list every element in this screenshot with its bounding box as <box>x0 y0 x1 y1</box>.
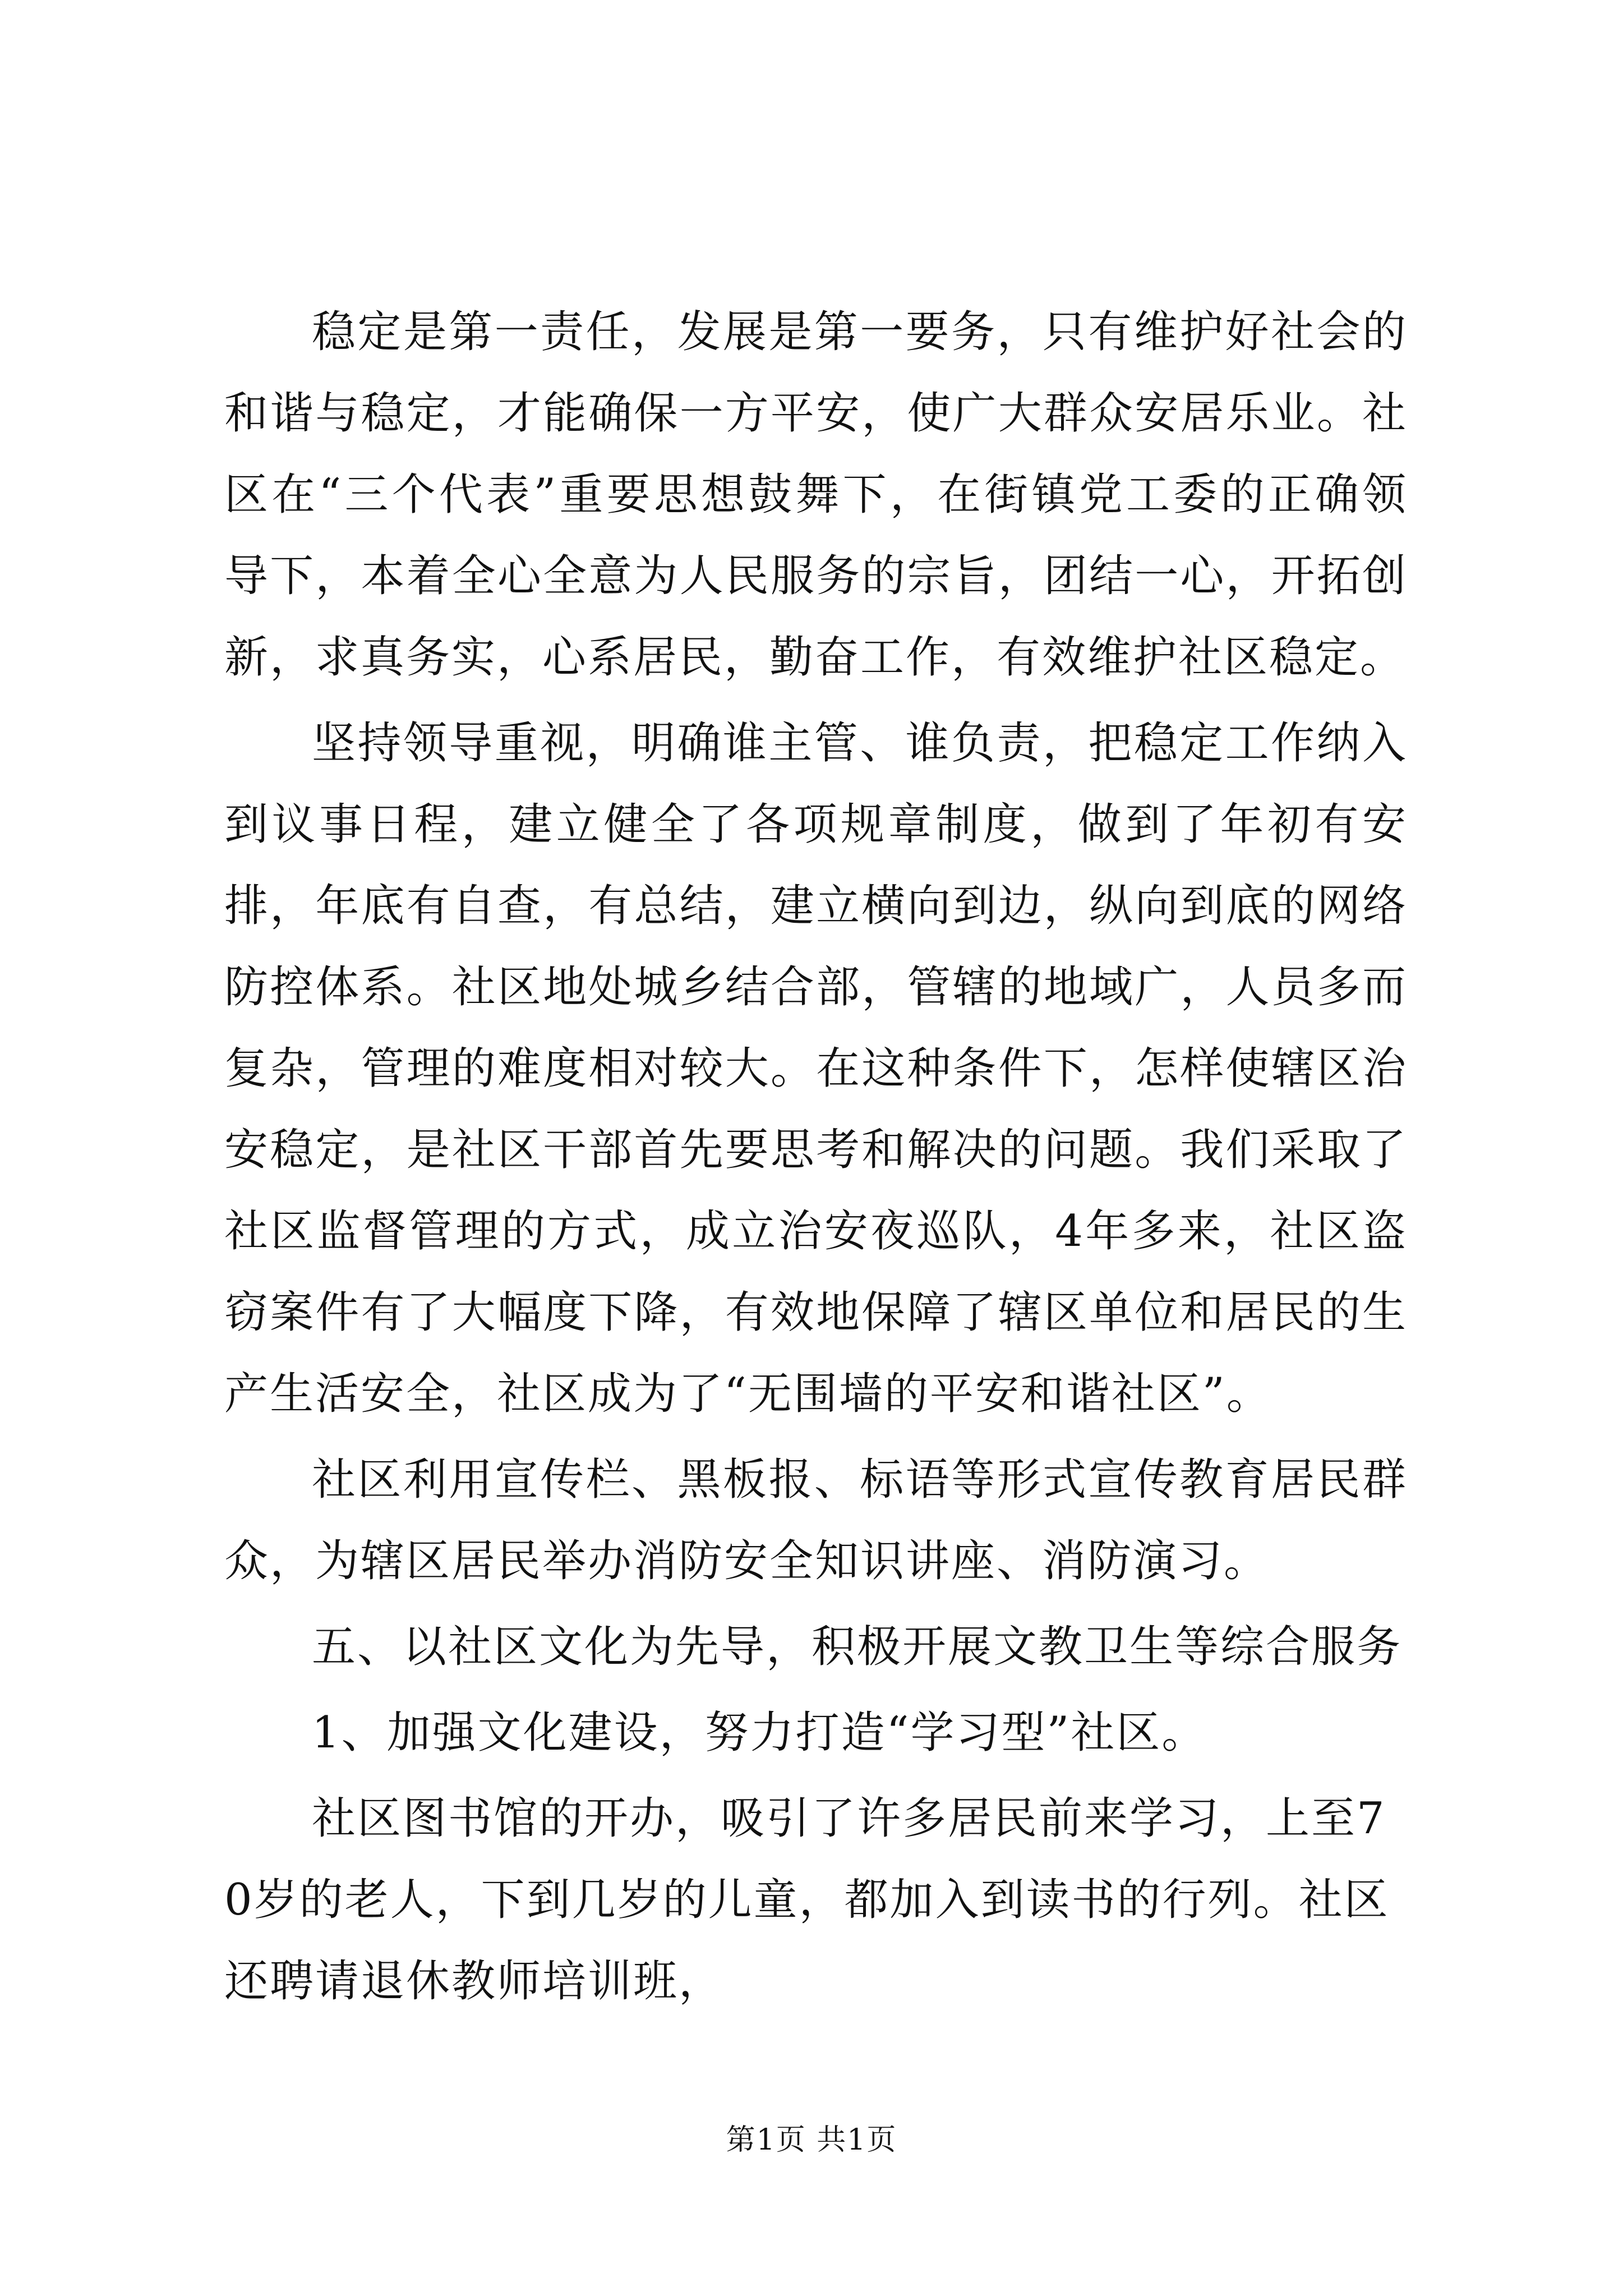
section-heading-culture: 五、以社区文化为先导，积极开展文教卫生等综合服务 <box>312 1622 1403 1672</box>
subheading-learning-community: 1、加强文化建设，努力打造“学习型”社区。 <box>312 1708 1207 1758</box>
page-footer <box>0 2120 1623 2160</box>
paragraph-publicity: 社区利用宣传栏、黑板报、标语等形式宣传教育居民群众，为辖区居民举办消防安全知识讲座、消防演习。 <box>224 1455 1408 1586</box>
paragraph-library: 社区图书馆的开办，吸引了许多居民前来学习，上至70岁的老人，下到几岁的儿童，都加入到读书的行列。社区还聘请退休教师培训班， <box>224 1793 1390 2007</box>
page-number-label: 第1页 共1页 <box>726 2123 897 2157</box>
document-body <box>224 292 1408 2027</box>
paragraph-leadership: 坚持领导重视，明确谁主管、谁负责，把稳定工作纳入到议事日程，建立健全了各项规章制度，做到了年初有安排，年底有自查，有总结，建立横向到边，纵向到底的网络防控体系。社区地处城乡结合部，管辖的地域广，人员多而复杂，管理的难度相对较大。在这种条件下，怎样使辖区治安稳定，是社区干部首先要思考和解决的问题。我们采取了社区监督管理的方式，成立治安夜巡队，4年多来，社区盗窃案件有了大幅度下降，有效地保障了辖区单位和居民的生产生活安全，社区成为了“无围墙的平安和谐社区”。 <box>224 718 1408 1419</box>
paragraph-stability: 稳定是第一责任，发展是第一要务，只有维护好社会的和谐与稳定，才能确保一方平安，使广大群众安居乐业。社区在“三个代表”重要思想鼓舞下，在街镇党工委的正确领导下，本着全心全意为人民服务的宗旨，团结一心，开拓创新，求真务实，心系居民，勤奋工作，有效维护社区稳定。 <box>224 307 1408 683</box>
